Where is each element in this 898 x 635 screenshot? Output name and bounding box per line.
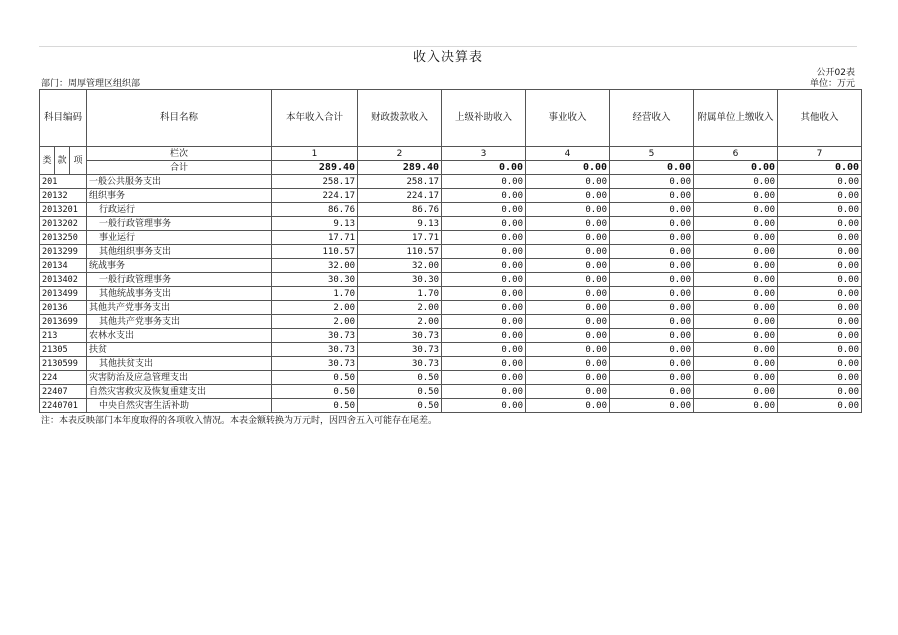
- row-value: 0.00: [442, 385, 526, 399]
- row-value: 0.00: [526, 203, 610, 217]
- row-value: 0.00: [526, 343, 610, 357]
- row-value: 17.71: [358, 231, 442, 245]
- row-value: 0.00: [694, 259, 778, 273]
- table-row: [40, 315, 862, 329]
- row-value: 0.00: [778, 231, 862, 245]
- row-value: 0.00: [694, 287, 778, 301]
- row-name: 一般行政管理事务: [87, 217, 272, 231]
- row-name: 行政运行: [87, 203, 272, 217]
- row-code: 2013201: [40, 203, 87, 217]
- row-name: 灾害防治及应急管理支出: [87, 371, 272, 385]
- header-name: 科目名称: [87, 90, 272, 147]
- row-code: 20134: [40, 259, 87, 273]
- row-value: 2.00: [272, 301, 358, 315]
- table-row: [40, 329, 862, 343]
- col-num-2: 2: [358, 147, 442, 161]
- row-value: 0.00: [610, 245, 694, 259]
- row-value: 0.00: [526, 231, 610, 245]
- table-row: [40, 189, 862, 203]
- row-value: 30.30: [272, 273, 358, 287]
- row-code: 21305: [40, 343, 87, 357]
- row-value: 86.76: [358, 203, 442, 217]
- row-value: 0.00: [526, 245, 610, 259]
- row-value: 0.00: [526, 371, 610, 385]
- col-num-1: 1: [272, 147, 358, 161]
- col-num-7: 7: [778, 147, 862, 161]
- row-name: 其他统战事务支出: [87, 287, 272, 301]
- row-value: 0.00: [442, 259, 526, 273]
- header-lei: 类: [40, 147, 55, 175]
- row-value: 0.00: [778, 357, 862, 371]
- table-row: [40, 231, 862, 245]
- row-name: 其他扶贫支出: [87, 357, 272, 371]
- header-kuan: 款: [55, 147, 70, 175]
- row-value: 0.00: [694, 231, 778, 245]
- row-value: 0.00: [778, 371, 862, 385]
- footnote: 注：本表反映部门本年度取得的各项收入情况。本表金额转换为万元时，因四舍五入可能存在尾差。: [41, 416, 438, 426]
- row-name: 中央自然灾害生活补助: [87, 399, 272, 413]
- col-num-5: 5: [610, 147, 694, 161]
- header-row: [40, 90, 862, 147]
- row-value: 0.00: [610, 315, 694, 329]
- table-row: [40, 399, 862, 413]
- row-value: 0.00: [442, 287, 526, 301]
- row-code: 22407: [40, 385, 87, 399]
- row-value: 0.00: [778, 245, 862, 259]
- row-value: 0.00: [778, 273, 862, 287]
- row-value: 0.00: [526, 259, 610, 273]
- row-value: 0.00: [694, 329, 778, 343]
- total-value: 0.00: [694, 161, 778, 175]
- row-value: 0.00: [610, 371, 694, 385]
- row-value: 0.50: [272, 399, 358, 413]
- row-value: 0.00: [778, 203, 862, 217]
- row-value: 0.00: [610, 273, 694, 287]
- row-value: 0.00: [694, 273, 778, 287]
- header-subsidiary: 附属单位上缴收入: [694, 90, 778, 147]
- row-name: 自然灾害救灾及恢复重建支出: [87, 385, 272, 399]
- row-code: 20136: [40, 301, 87, 315]
- header-operating: 经营收入: [610, 90, 694, 147]
- row-code: 2013699: [40, 315, 87, 329]
- row-code: 213: [40, 329, 87, 343]
- row-code: 2130599: [40, 357, 87, 371]
- row-code: 2240701: [40, 399, 87, 413]
- row-value: 110.57: [358, 245, 442, 259]
- row-value: 1.70: [358, 287, 442, 301]
- row-value: 0.00: [442, 301, 526, 315]
- row-value: 32.00: [272, 259, 358, 273]
- row-name: 一般公共服务支出: [87, 175, 272, 189]
- row-value: 86.76: [272, 203, 358, 217]
- row-value: 0.00: [442, 245, 526, 259]
- row-value: 9.13: [272, 217, 358, 231]
- row-value: 0.00: [442, 399, 526, 413]
- row-value: 0.00: [526, 175, 610, 189]
- column-number-row: [40, 147, 862, 161]
- row-name: 一般行政管理事务: [87, 273, 272, 287]
- row-value: 0.00: [526, 357, 610, 371]
- row-value: 30.73: [358, 357, 442, 371]
- row-value: 30.30: [358, 273, 442, 287]
- table-row: [40, 217, 862, 231]
- department-label: 部门：周厚管理区组织部: [41, 79, 141, 89]
- row-value: 0.00: [526, 287, 610, 301]
- row-value: 0.00: [694, 371, 778, 385]
- row-value: 0.00: [778, 287, 862, 301]
- report-title: 收入决算表: [412, 50, 483, 65]
- row-value: 0.00: [526, 301, 610, 315]
- total-label: 合计: [87, 161, 272, 175]
- row-value: 0.50: [358, 399, 442, 413]
- row-value: 0.00: [694, 175, 778, 189]
- row-value: 30.73: [272, 357, 358, 371]
- table-row: [40, 371, 862, 385]
- row-value: 0.00: [610, 203, 694, 217]
- row-value: 0.00: [442, 315, 526, 329]
- row-value: 0.50: [272, 385, 358, 399]
- row-value: 17.71: [272, 231, 358, 245]
- row-value: 30.73: [358, 343, 442, 357]
- row-value: 0.00: [610, 175, 694, 189]
- row-value: 0.00: [778, 175, 862, 189]
- row-value: 0.00: [610, 217, 694, 231]
- row-value: 0.00: [442, 217, 526, 231]
- row-value: 0.00: [526, 399, 610, 413]
- row-value: 0.00: [442, 231, 526, 245]
- table-row: [40, 343, 862, 357]
- row-value: 0.00: [694, 315, 778, 329]
- total-value: 0.00: [778, 161, 862, 175]
- table-row: [40, 301, 862, 315]
- row-value: 0.50: [272, 371, 358, 385]
- row-value: 0.00: [526, 273, 610, 287]
- total-value: 0.00: [610, 161, 694, 175]
- row-value: 0.00: [694, 343, 778, 357]
- unit-label: 单位：万元: [809, 79, 855, 89]
- row-value: 30.73: [272, 329, 358, 343]
- row-value: 0.00: [526, 315, 610, 329]
- row-value: 9.13: [358, 217, 442, 231]
- row-name: 组织事务: [87, 189, 272, 203]
- total-value: 289.40: [358, 161, 442, 175]
- header-superior: 上级补助收入: [442, 90, 526, 147]
- row-value: 0.00: [442, 343, 526, 357]
- row-value: 0.00: [694, 385, 778, 399]
- row-value: 0.00: [526, 217, 610, 231]
- row-value: 0.00: [778, 217, 862, 231]
- row-value: 110.57: [272, 245, 358, 259]
- table-row: [40, 273, 862, 287]
- row-value: 0.00: [694, 301, 778, 315]
- row-value: 0.00: [694, 189, 778, 203]
- row-value: 0.00: [778, 343, 862, 357]
- col-num-3: 3: [442, 147, 526, 161]
- row-code: 20132: [40, 189, 87, 203]
- row-value: 258.17: [358, 175, 442, 189]
- table-row: [40, 175, 862, 189]
- total-value: 0.00: [526, 161, 610, 175]
- row-value: 0.00: [694, 399, 778, 413]
- row-code: 224: [40, 371, 87, 385]
- row-value: 0.00: [778, 301, 862, 315]
- row-value: 0.00: [526, 329, 610, 343]
- row-name: 事业运行: [87, 231, 272, 245]
- row-value: 0.00: [694, 357, 778, 371]
- header-code: 科目编码: [40, 90, 87, 147]
- table-row: [40, 287, 862, 301]
- row-name: 其他共产党事务支出: [87, 301, 272, 315]
- row-value: 0.00: [610, 301, 694, 315]
- row-value: 30.73: [358, 329, 442, 343]
- row-value: 0.00: [610, 287, 694, 301]
- row-value: 0.00: [442, 357, 526, 371]
- row-code: 201: [40, 175, 87, 189]
- row-value: 0.00: [610, 385, 694, 399]
- row-name: 扶贫: [87, 343, 272, 357]
- table-row: [40, 259, 862, 273]
- sheet-top-border: [39, 46, 857, 47]
- row-name: 其他组织事务支出: [87, 245, 272, 259]
- table-row: [40, 357, 862, 371]
- table-row: [40, 203, 862, 217]
- header-total: 本年收入合计: [272, 90, 358, 147]
- income-table: [39, 89, 862, 413]
- row-value: 224.17: [272, 189, 358, 203]
- col-num-6: 6: [694, 147, 778, 161]
- row-code: 2013202: [40, 217, 87, 231]
- row-value: 258.17: [272, 175, 358, 189]
- row-value: 0.00: [778, 315, 862, 329]
- row-value: 0.00: [610, 231, 694, 245]
- header-business: 事业收入: [526, 90, 610, 147]
- row-value: 0.50: [358, 371, 442, 385]
- row-value: 0.00: [610, 357, 694, 371]
- row-value: 0.00: [442, 203, 526, 217]
- row-value: 0.00: [778, 329, 862, 343]
- row-value: 0.00: [610, 189, 694, 203]
- row-value: 0.00: [442, 189, 526, 203]
- col-num-4: 4: [526, 147, 610, 161]
- row-value: 0.00: [526, 189, 610, 203]
- row-value: 0.00: [610, 329, 694, 343]
- row-value: 0.00: [610, 343, 694, 357]
- row-value: 2.00: [358, 301, 442, 315]
- row-code: 2013250: [40, 231, 87, 245]
- header-other: 其他收入: [778, 90, 862, 147]
- table-row: [40, 245, 862, 259]
- row-value: 0.00: [442, 329, 526, 343]
- row-value: 32.00: [358, 259, 442, 273]
- row-value: 224.17: [358, 189, 442, 203]
- row-code: 2013299: [40, 245, 87, 259]
- table-body: [40, 175, 862, 413]
- row-value: 0.00: [526, 385, 610, 399]
- row-value: 0.00: [442, 175, 526, 189]
- row-value: 0.00: [442, 371, 526, 385]
- row-name: 统战事务: [87, 259, 272, 273]
- row-code: 2013402: [40, 273, 87, 287]
- row-value: 0.00: [778, 259, 862, 273]
- row-value: 30.73: [272, 343, 358, 357]
- row-name: 农林水支出: [87, 329, 272, 343]
- total-value: 0.00: [442, 161, 526, 175]
- row-value: 0.00: [778, 189, 862, 203]
- row-value: 0.00: [442, 273, 526, 287]
- row-value: 0.50: [358, 385, 442, 399]
- public-table-number: 公开02表: [816, 68, 855, 78]
- table-row: [40, 385, 862, 399]
- row-value: 2.00: [358, 315, 442, 329]
- row-value: 0.00: [778, 399, 862, 413]
- row-code: 2013499: [40, 287, 87, 301]
- row-value: 2.00: [272, 315, 358, 329]
- header-lanci: 栏次: [87, 147, 272, 161]
- row-value: 0.00: [778, 385, 862, 399]
- total-row: [40, 161, 862, 175]
- row-value: 1.70: [272, 287, 358, 301]
- header-xiang: 项: [70, 147, 87, 175]
- header-fiscal: 财政拨款收入: [358, 90, 442, 147]
- total-value: 289.40: [272, 161, 358, 175]
- row-value: 0.00: [694, 203, 778, 217]
- row-name: 其他共产党事务支出: [87, 315, 272, 329]
- row-value: 0.00: [610, 399, 694, 413]
- row-value: 0.00: [610, 259, 694, 273]
- row-value: 0.00: [694, 245, 778, 259]
- row-value: 0.00: [694, 217, 778, 231]
